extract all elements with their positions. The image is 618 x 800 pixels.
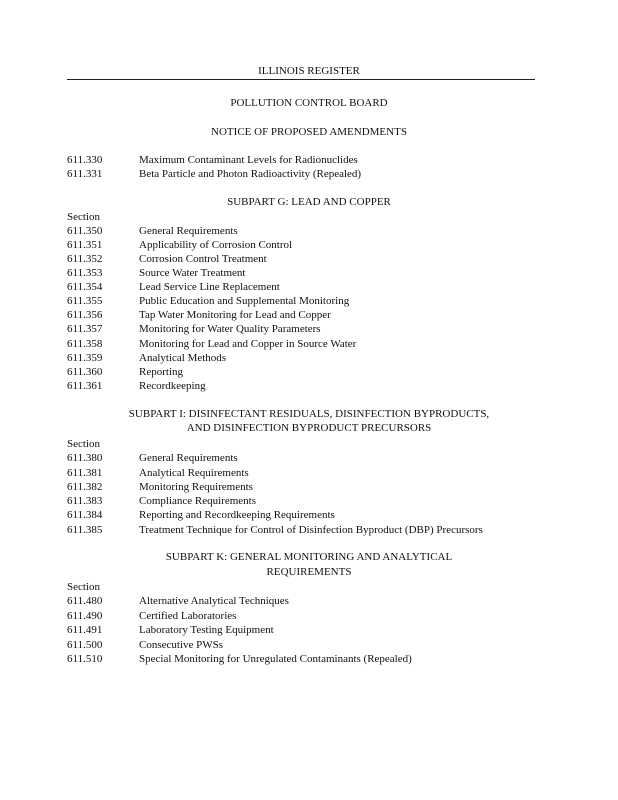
list-item [67, 609, 236, 623]
header-rule [67, 79, 535, 80]
subpart-i-heading-line1: SUBPART I: DISINFECTANT RESIDUALS, DISINFECTION BYPRODUCTS, [128, 408, 490, 420]
list-item [67, 322, 321, 336]
section-number: 611.382 [67, 481, 103, 493]
section-number: 611.361 [67, 380, 103, 392]
section-number: 611.354 [67, 281, 103, 293]
list-item [67, 167, 361, 181]
section-number: 611.380 [67, 452, 103, 464]
subpart-k-heading-line2: REQUIREMENTS [266, 566, 352, 578]
section-title: Monitoring Requirements [139, 481, 253, 493]
section-number: 611.357 [67, 323, 103, 335]
section-title: Corrosion Control Treatment [139, 253, 267, 265]
section-title: Monitoring for Lead and Copper in Source Water [139, 338, 357, 350]
section-title: General Requirements [139, 452, 238, 464]
list-item [67, 266, 245, 280]
list-item [67, 494, 256, 508]
list-item [67, 294, 349, 308]
list-item [67, 224, 238, 238]
section-label: Section [67, 438, 100, 450]
subpart-k-heading-line1: SUBPART K: GENERAL MONITORING AND ANALYTICAL [165, 551, 453, 563]
section-number: 611.352 [67, 253, 103, 265]
section-number: 611.351 [67, 239, 103, 251]
section-number: 611.491 [67, 624, 103, 636]
list-item [67, 466, 249, 480]
section-number: 611.359 [67, 352, 103, 364]
section-number: 611.480 [67, 595, 103, 607]
list-item [67, 308, 331, 322]
section-number: 611.350 [67, 225, 103, 237]
section-title: Compliance Requirements [139, 495, 256, 507]
section-title: Analytical Requirements [139, 467, 249, 479]
list-item [67, 638, 223, 652]
section-title: Public Education and Supplemental Monitoring [139, 295, 350, 307]
list-item [67, 451, 238, 465]
list-item [67, 351, 226, 365]
list-item [67, 252, 267, 266]
list-item [67, 280, 280, 294]
section-title: Monitoring for Water Quality Parameters [139, 323, 321, 335]
section-number: 611.500 [67, 639, 103, 651]
section-title: Beta Particle and Photon Radioactivity (Repealed) [139, 168, 362, 180]
subpart-i-heading-line2: AND DISINFECTION BYPRODUCT PRECURSORS [186, 422, 432, 434]
list-item [67, 238, 292, 252]
section-number: 611.510 [67, 653, 103, 665]
list-item [67, 594, 289, 608]
list-item [67, 652, 412, 666]
section-title: Consecutive PWSs [139, 639, 224, 651]
section-number: 611.356 [67, 309, 103, 321]
section-title: General Requirements [139, 225, 238, 237]
section-title: Laboratory Testing Equipment [139, 624, 274, 636]
list-item [67, 379, 206, 393]
section-number: 611.355 [67, 295, 103, 307]
section-title: Maximum Contaminant Levels for Radionuclides [139, 154, 358, 166]
agency-name: POLLUTION CONTROL BOARD [230, 97, 388, 109]
section-label: Section [67, 581, 100, 593]
section-number: 611.331 [67, 168, 103, 180]
section-number: 611.360 [67, 366, 103, 378]
list-item [67, 153, 358, 167]
section-number: 611.384 [67, 509, 103, 521]
section-number: 611.490 [67, 610, 103, 622]
section-number: 611.385 [67, 524, 103, 536]
section-label: Section [67, 211, 100, 223]
list-item [67, 365, 183, 379]
list-item [67, 480, 253, 494]
section-title: Analytical Methods [139, 352, 227, 364]
section-title: Special Monitoring for Unregulated Contaminants (Repealed) [139, 653, 412, 665]
list-item [67, 523, 483, 537]
list-item [67, 337, 356, 351]
section-title: Alternative Analytical Techniques [139, 595, 289, 607]
subpart-g-heading: SUBPART G: LEAD AND COPPER [227, 196, 391, 208]
section-title: Treatment Technique for Control of Disinfection Byproduct (DBP) Precursors [139, 524, 483, 536]
register-title: ILLINOIS REGISTER [258, 65, 360, 77]
list-item [67, 508, 335, 522]
section-title: Source Water Treatment [139, 267, 246, 279]
section-title: Tap Water Monitoring for Lead and Copper [139, 309, 331, 321]
section-title: Recordkeeping [139, 380, 206, 392]
section-title: Reporting and Recordkeeping Requirements [139, 509, 335, 521]
section-number: 611.330 [67, 154, 103, 166]
list-item [67, 623, 274, 637]
section-number: 611.353 [67, 267, 103, 279]
section-number: 611.358 [67, 338, 103, 350]
section-title: Certified Laboratories [139, 610, 237, 622]
section-number: 611.381 [67, 467, 103, 479]
section-title: Applicability of Corrosion Control [139, 239, 293, 251]
section-title: Lead Service Line Replacement [139, 281, 280, 293]
section-title: Reporting [139, 366, 183, 378]
notice-title: NOTICE OF PROPOSED AMENDMENTS [211, 126, 407, 138]
section-number: 611.383 [67, 495, 103, 507]
